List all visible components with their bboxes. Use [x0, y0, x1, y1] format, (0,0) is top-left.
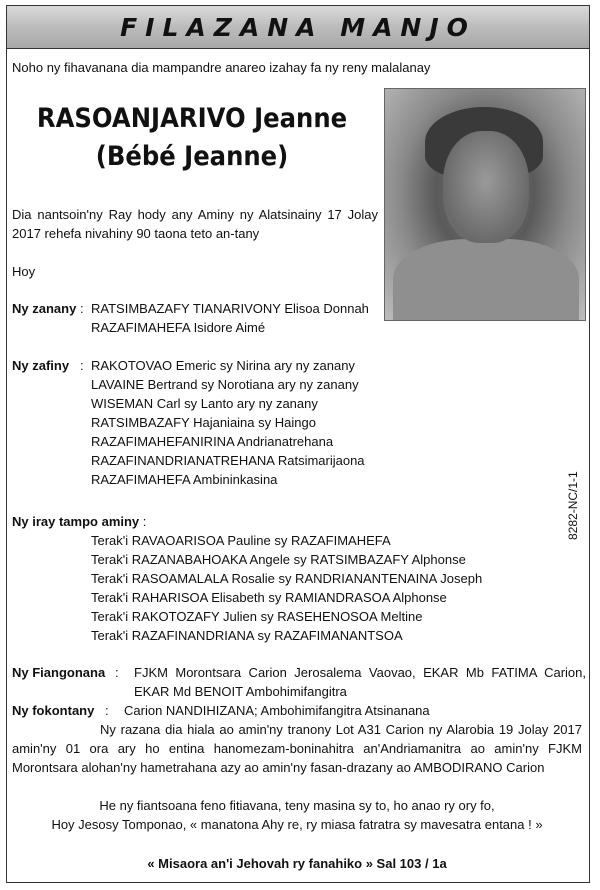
grandchild-name: RAZAFIMAHEFANIRINA Andrianatrehana	[91, 434, 334, 449]
relative-name: Terak'i RAZANABAHOAKA Angele sy RATSIMBAZAFY Alphonse	[91, 552, 466, 567]
relative-name: Terak'i RAHARISOA Elisabeth sy RAMIANDRASOA Alphonse	[91, 590, 447, 605]
grandchild-name: RATSIMBAZAFY Hajaniaina sy Haingo	[91, 415, 316, 430]
relative-name: Terak'i RAZAFINANDRIANA sy RAZAFIMANANTSOA	[91, 628, 403, 643]
deceased-nickname: (Bébé Jeanne)	[95, 141, 289, 172]
deceased-name: RASOANJARIVO Jeanne	[36, 103, 348, 134]
grandchild-name: LAVAINE Bertrand sy Norotiana ary ny zanany	[91, 377, 359, 392]
relatives-sep: :	[142, 514, 147, 529]
relatives-label: Ny iray tampo aminy	[12, 514, 140, 529]
burial-text: Ny razana dia hiala ao amin'ny tranony Lot A31 Carion ny Alarobia 19 Jolay 2017 amin'ny 01 ora ary ho entina hanomezam-boninahitra an'Andriamanitra ao amin'ny FJKM Morontsara alohan'ny hametrahana azy ao amin'ny fasan-drazany ao AMBODIRANO Carion	[12, 722, 582, 775]
church-line1: FJKM Morontsara Carion Jerosalema Vaovao, EKAR Mb FATIMA Carion,	[134, 665, 586, 680]
grandchild-name: RAZAFINANDRIANATREHANA Ratsimarijaona	[91, 453, 365, 468]
closing-line2: Hoy Jesosy Tomponao, « manatona Ahy re, ry miasa fatratra sy mavesatra entana ! »	[51, 817, 543, 832]
ad-code: 8282-NC/1-1	[566, 471, 580, 540]
grandchild-name: RAKOTOVAO Emeric sy Nirina ary ny zanany	[91, 358, 355, 373]
relatives-heading	[12, 512, 146, 531]
children-label: Ny zanany	[12, 301, 77, 316]
grandchild-name: RAZAFIMAHEFA Ambininkasina	[91, 472, 278, 487]
closing-line1: He ny fiantsoana feno fitiavana, teny masina sy to, ho anao ry ory fo,	[99, 798, 495, 813]
psalm-verse: « Misaora an'i Jehovah ry fanahiko » Sal 103 / 1a	[147, 856, 447, 871]
church-label: Ny Fiangonana	[12, 665, 106, 680]
church-sep: :	[115, 665, 119, 680]
header-title: FILAZANA MANJO	[120, 12, 476, 42]
child-name: RAZAFIMAHEFA Isidore Aimé	[91, 320, 266, 335]
grandchildren-label: Ny zafiny	[12, 358, 70, 373]
district-sep: :	[105, 703, 109, 718]
relative-name: Terak'i RAVAOARISOA Pauline sy RAZAFIMAHEFA	[91, 533, 391, 548]
grandchildren-sep: :	[80, 358, 84, 373]
header-banner	[7, 6, 589, 49]
district-label: Ny fokontany	[12, 703, 95, 718]
death-notice: Dia nantsoin'ny Ray hody any Aminy ny Alatsinainy 17 Jolay 2017 rehefa nivahiny 90 taona teto an-tany	[12, 207, 378, 241]
child-name: RATSIMBAZAFY TIANARIVONY Elisoa Donnah	[91, 301, 369, 316]
church-line2: EKAR Md BENOIT Ambohimifangitra	[134, 684, 347, 699]
children-sep: :	[80, 301, 84, 316]
photo-body	[393, 239, 579, 321]
greeting: Hoy	[12, 264, 36, 279]
deceased-photo	[384, 88, 586, 321]
grandchild-name: WISEMAN Carl sy Lanto ary ny zanany	[91, 396, 318, 411]
photo-face	[443, 131, 529, 243]
intro-text: Noho ny fihavanana dia mampandre anareo izahay fa ny reny malalanay	[12, 60, 431, 75]
relative-name: Terak'i RAKOTOZAFY Julien sy RASEHENOSOA Meltine	[91, 609, 423, 624]
relative-name: Terak'i RASOAMALALA Rosalie sy RANDRIANANTENAINA Joseph	[91, 571, 483, 586]
district-value: Carion NANDIHIZANA; Ambohimifangitra Atsinanana	[124, 703, 430, 718]
